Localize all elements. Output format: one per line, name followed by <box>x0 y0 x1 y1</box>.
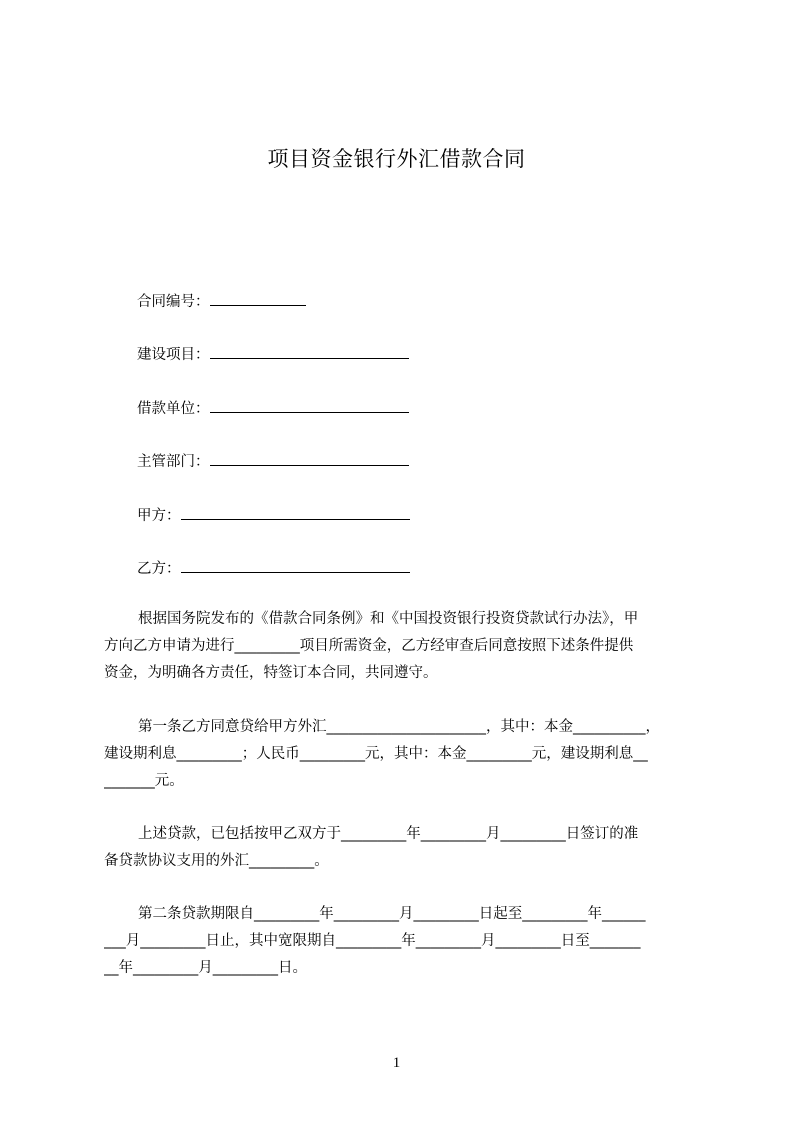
field-construction-project <box>137 345 409 365</box>
paragraph-line: 方向乙方申请为进行_________项目所需资金，乙方经审查后同意按照下述条件提供 <box>104 638 634 654</box>
paragraph-line: _______元。 <box>104 773 184 789</box>
paragraph-line: 上述贷款，已包括按甲乙双方于_________年_________月_________日签订的准 <box>138 826 639 842</box>
paragraph-article-2 <box>104 901 700 982</box>
field-blank[interactable] <box>210 452 409 466</box>
paragraph-preamble <box>104 606 700 687</box>
field-borrowing-unit <box>137 399 409 419</box>
field-competent-department <box>137 452 409 472</box>
paragraph-line: __年_________月_________日。 <box>104 960 307 976</box>
field-party-a <box>137 506 410 526</box>
paragraph-line: 建设期利息_________；人民币_________元，其中：本金_________元，建设期利息__ <box>104 746 648 762</box>
field-blank[interactable] <box>210 292 306 306</box>
paragraph-line: 备贷款协议支用的外汇_________。 <box>104 853 329 869</box>
page-number: 1 <box>392 1055 401 1071</box>
field-blank[interactable] <box>210 345 409 359</box>
field-label: 主管部门： <box>137 454 210 470</box>
field-label: 借款单位： <box>137 401 210 417</box>
paragraph-line: 第一条乙方同意贷给甲方外汇______________________，其中：本金__________， <box>138 719 660 735</box>
field-party-b <box>137 559 410 579</box>
field-contract-number <box>137 292 306 312</box>
paragraph-line: 资金，为明确各方责任，特签订本合同，共同遵守。 <box>104 665 438 681</box>
document-title: 项目资金银行外汇借款合同 <box>267 147 526 171</box>
paragraph-article-1 <box>104 714 700 795</box>
paragraph-line: 根据国务院发布的《借款合同条例》和《中国投资银行投资贷款试行办法》，甲 <box>138 611 639 627</box>
field-label: 乙方： <box>137 561 181 577</box>
field-blank[interactable] <box>181 559 410 573</box>
paragraph-loan-note <box>104 821 700 875</box>
paragraph-line: ___月_________日止，其中宽限期自_________年_________月_________日至_______ <box>104 933 641 949</box>
field-blank[interactable] <box>210 399 409 413</box>
field-blank[interactable] <box>181 506 410 520</box>
field-label: 合同编号： <box>137 294 210 310</box>
field-label: 建设项目： <box>137 347 210 363</box>
paragraph-line: 第二条贷款期限自_________年_________月_________日起至_________年______ <box>138 906 646 922</box>
field-label: 甲方： <box>137 508 181 524</box>
